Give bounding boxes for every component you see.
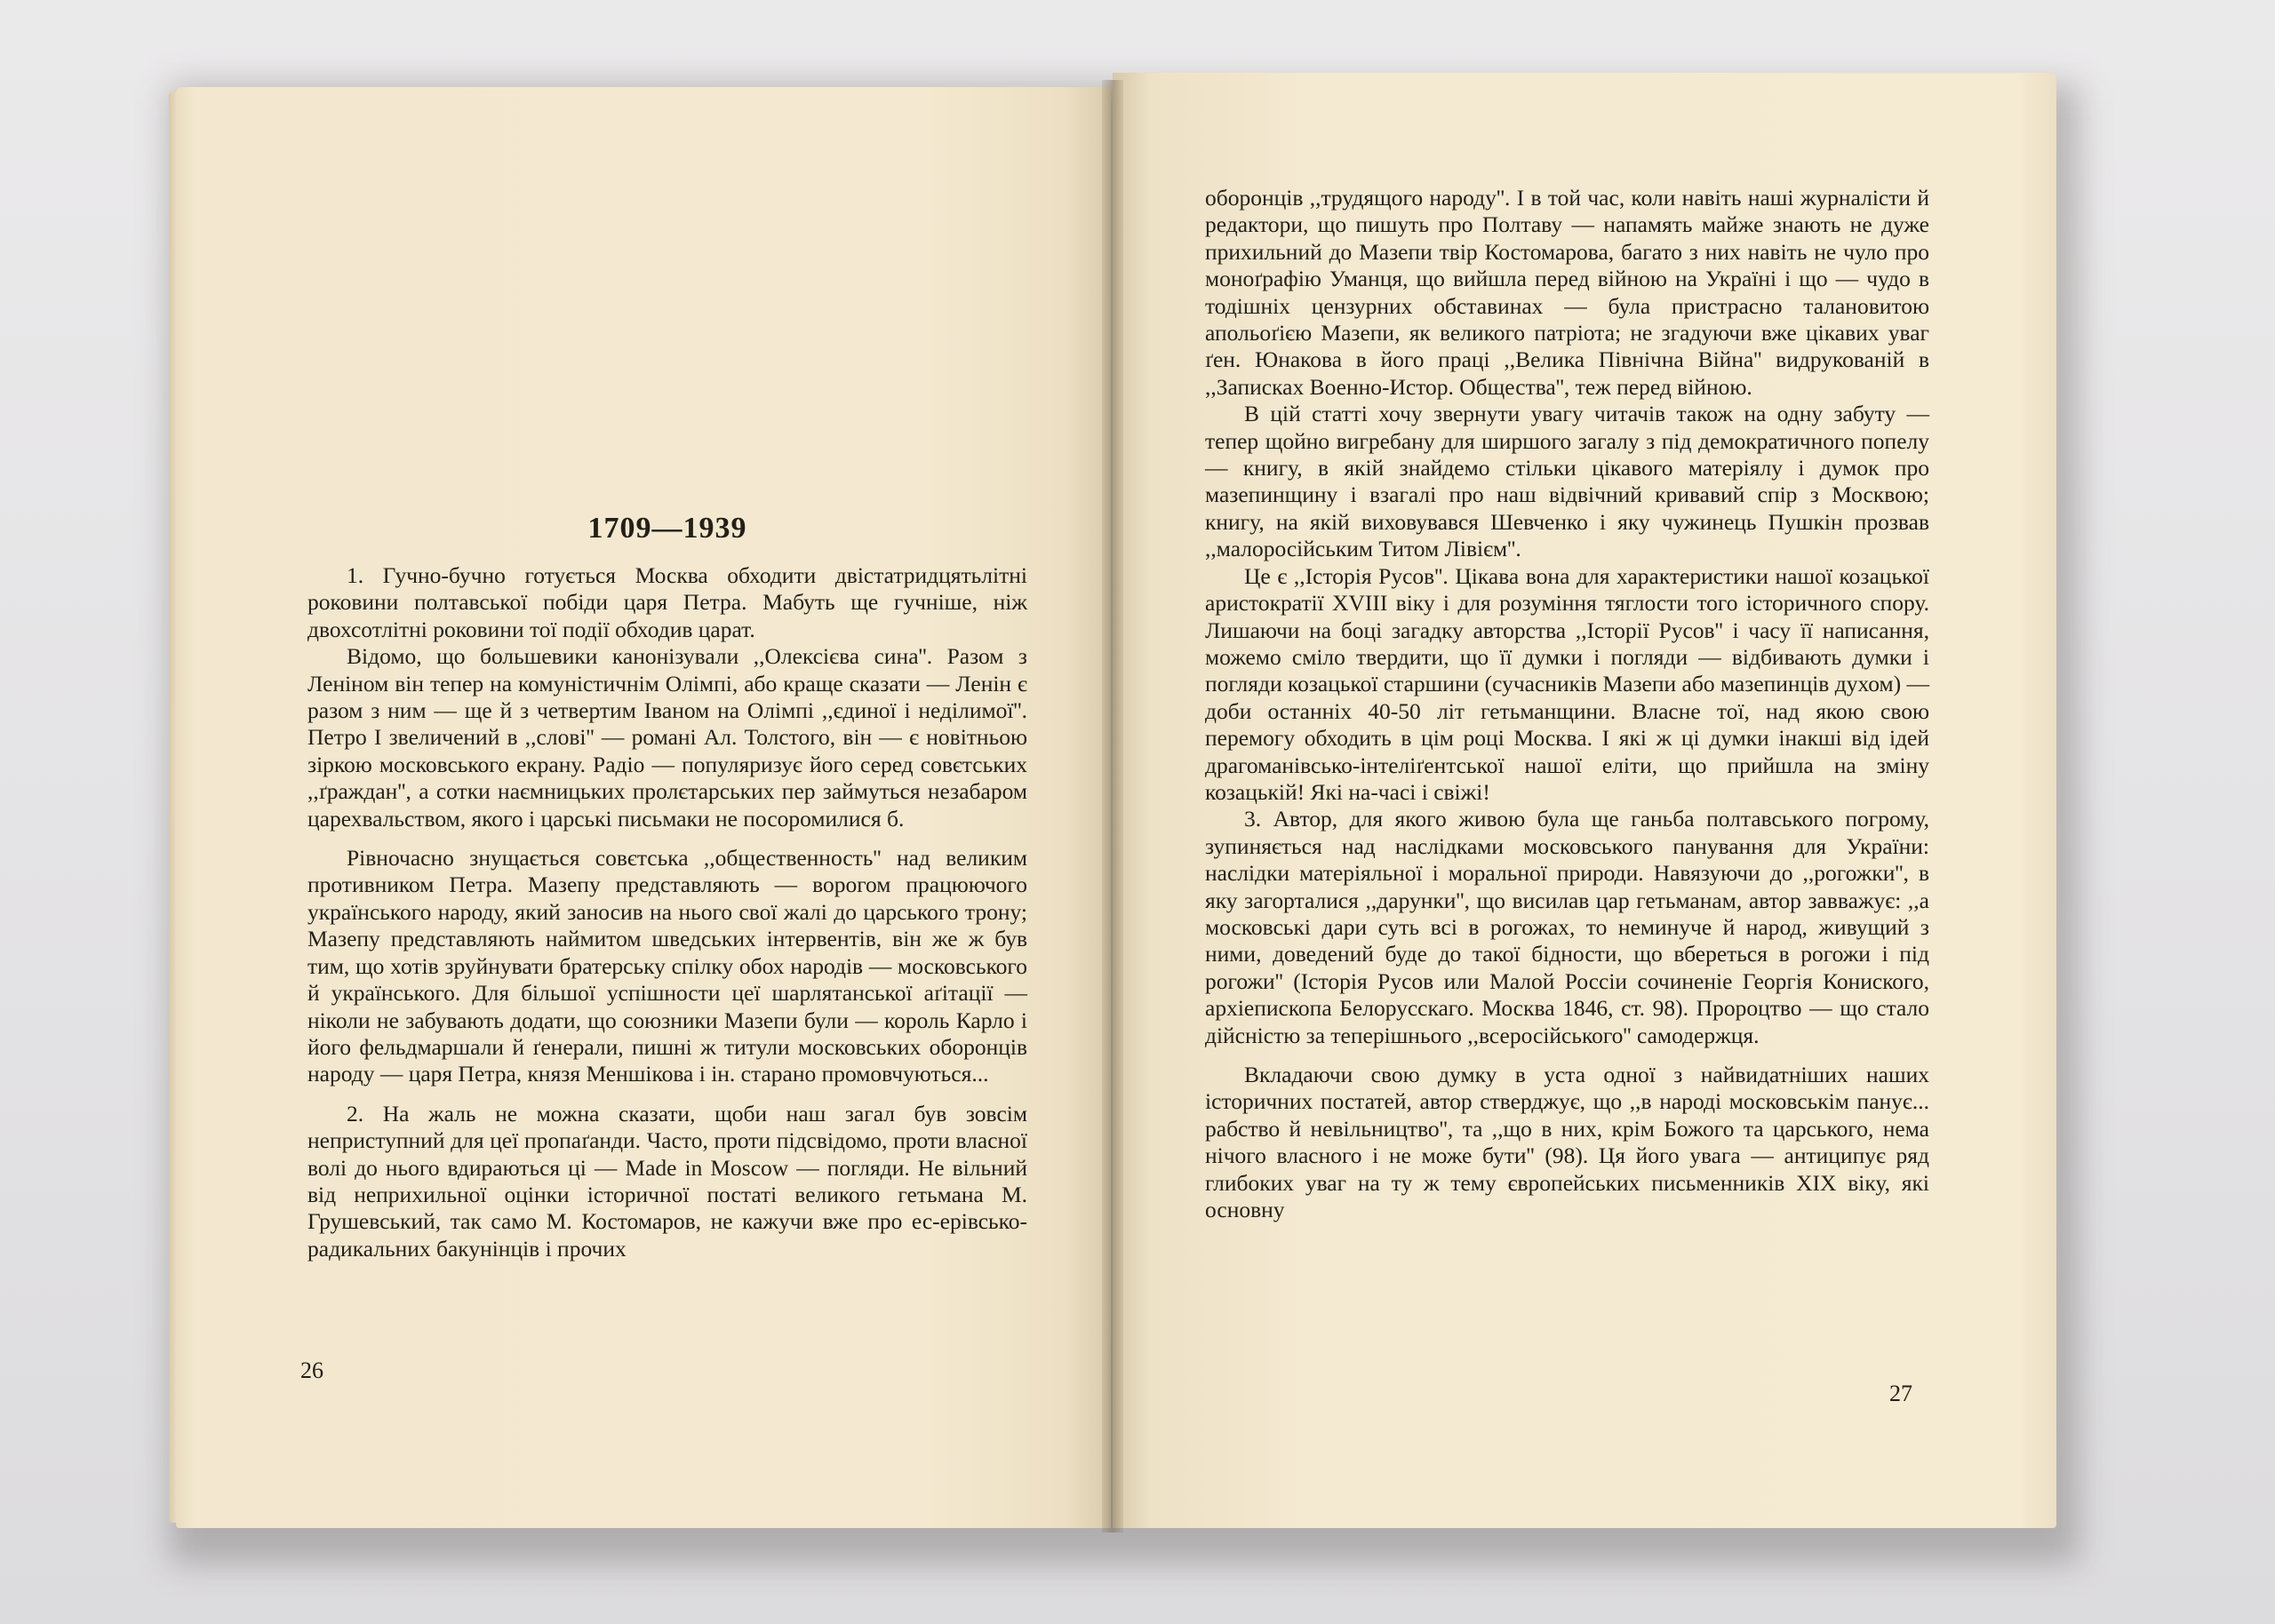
chapter-heading: 1709—1939 — [587, 512, 747, 545]
paragraph: 2. На жаль не можна сказати, щоби наш загал був зовсім неприступний для цеї пропаґанди. Часто, проти підсвідомо, проти власної волі до нього вдираються ці — Made in Moscow — погляди. Не вільний від неприхильної оцінки історичної постаті великого гетьмана М. Грушевський, так само М. Костомаров, не кажучи вже про ес-ерівсько-радикальних бакунінців і прочих — [307, 1100, 1027, 1262]
paragraph: 3. Автор, для якого живою була ще ганьба полтавського погрому, зупиняється над наслідками московського панування для України: наслідки матеріяльної і моральної природи. Навязуючи до ,,рогожки'', в яку загорталися ,,дарунки'', що висилав цар гетьманам, автор завважує: ,,а московські дари суть всі в рогожах, то неминуче й народ, живущий з ними, доведений буде до такої бідности, що вбереться в рогожи і під рогожи'' (Історія Русов или Малой Россіи сочиненіе Георгія Кониского, архіепископа Белорусскаго. Москва 1846, ст. 98). Пророцтво — що стало дійсністю за теперішнього ,,всеросійського'' самодержця. — [1205, 806, 1929, 1048]
paragraph: оборонців ,,трудящого народу''. І в той час, коли навіть наші журналісти й редактори, що пишуть про Полтаву — напамять майже знають не дуже прихильний до Мазепи твір Костомарова, багато з них навіть не чуло про моноґрафію Уманця, що вийшла перед війною на Україні і що — чудо в тодішніх цензурних обставинах — була пристрасно талановитою апольоґією Мазепи, як великого патріота; не згадуючи вже цікавих уваг ґен. Юнакова в його праці ,,Велика Північна Війна'' видрукованій в ,,Записках Военно-Истор. Общества'', теж перед війною. — [1205, 185, 1929, 400]
paragraph: Вкладаючи свою думку в уста одної з найвидатніших наших історичних постатей, автор стверджує, що ,,в народі московськім панує... рабство й невільництво'', та ,,що в них, крім Божого та царського, нема нічого власного і не може бути'' (98). Ця його увага — антиципує ряд глибоких уваг на ту ж тему європейських письменників XIX віку, які основну — [1205, 1062, 1929, 1223]
paragraph: Відомо, що большевики канонізували ,,Олексієва сина''. Разом з Леніном він тепер на комуністичнім Олімпі, або краще сказати — Ленін є разом з ним — ще й з четвертим Іваном на Олімпі ,,єдиної і неділимої''. Петро I звеличений в ,,слові'' — романі Ал. Толстого, він — є новітньою зіркою московського екрану. Радіо — популяризує його серед совєтських ,,ґраждан'', а сотки наємницьких пролєтарських пер займуться незабаром царехвальством, якого і царські письмаки не посоромилися б. — [307, 643, 1027, 832]
paragraph: 1. Гучно-бучно готується Москва обходити двістатридцятьлітні роковини полтавської побіди царя Петра. Мабуть ще гучніше, ніж двохсотлітні роковини тої події обходив царат. — [307, 562, 1027, 642]
book-spine — [1102, 80, 1123, 1532]
right-page-text — [1205, 185, 1929, 1223]
left-page — [176, 87, 1111, 1528]
paragraph: Рівночасно знущається совєтська ,,общественность'' над великим противником Петра. Мазепу представляють — ворогом працюючого українського народу, який заносив на нього свої жалі до царського трону; Мазепу представляють наймитом шведських інтервентів, він же ж був тим, що хотів зруйнувати братерську спілку обох народів — московського й українського. Для більшої успішности цеї шарлятанської аґітації — ніколи не забувають додати, що союзники Мазепи були — король Карло і його фельдмаршали й ґенерали, пишні ж титули московських оборонців народу — царя Петра, князя Меншікова і ін. старано промовчуються... — [307, 845, 1027, 1087]
page-number: 26 — [300, 1357, 323, 1383]
page-number: 27 — [1889, 1381, 1912, 1406]
left-page-text — [307, 562, 1027, 1262]
paragraph: В цій статті хочу звернути увагу читачів також на одну забуту — тепер щойно вигребану для ширшого загалу з під демократичного попелу — книгу, в якій знайдемо стільки цікавого матеріялу і думок про мазепинщину і взагалі про наш відвічний кривавий спір з Москвою; книгу, на якій виховувався Шевченко і яку чужинець Пушкін прозвав ,,малоросійським Титом Лівієм''. — [1205, 401, 1929, 562]
right-page — [1113, 73, 2056, 1528]
paragraph: Це є ,,Історія Русов''. Цікава вона для характеристики нашої козацької аристократії XVIII віку і для розуміння тяглости того історичного спору. Лишаючи на боці загадку авторства ,,Історії Русов'' і часу її написання, можемо сміло твердити, що її думки і погляди — відбивають думки і погляди козацької старшини (сучасників Мазепи або мазепинців духом) — доби останніх 40-50 літ гетьманщини. Власне тої, над якою свою перемогу обходить в цім році Москва. І які ж ці думки інакші від ідей драгоманівсько-інтеліґентської нашої еліти, що прийшла на зміну козацькій! Які на-часі і свіжі! — [1205, 562, 1929, 805]
